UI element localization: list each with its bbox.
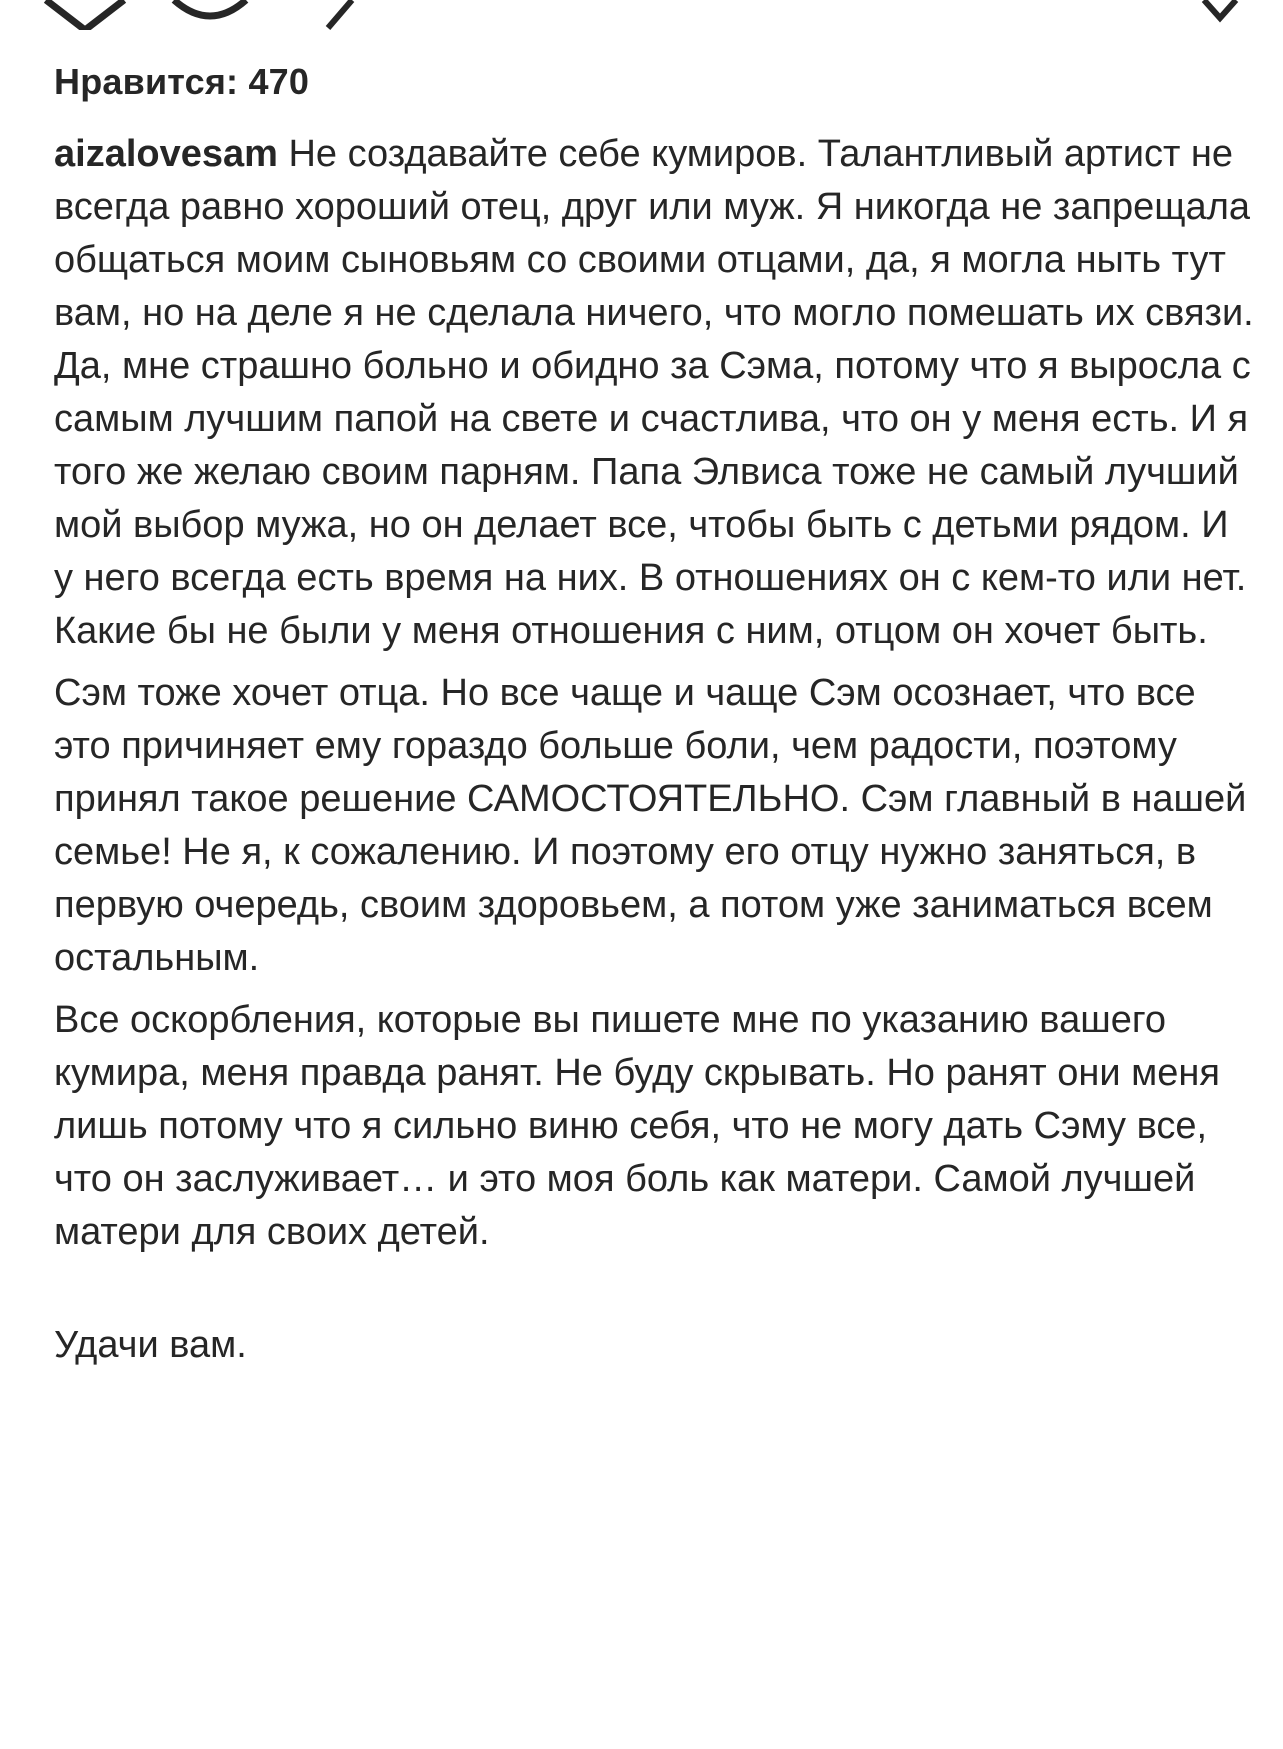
caption-farewell: Удачи вам. [54,1324,247,1366]
heart-icon[interactable] [40,0,130,30]
caption-paragraph-2: Сэм тоже хочет отца. Но все чаще и чаще Сэм осознает, что все это причиняет ему гораздо больше боли, чем радости, поэтому принял такое решение САМОСТОЯТЕЛЬНО. Сэм главный в нашей семье! Не я, к сожалению. И поэтому его отцу нужно заняться, в первую очередь, своим здоровьем, а потом уже заниматься всем остальным. [54,672,1247,979]
bookmark-icon[interactable] [1200,0,1240,30]
comment-icon[interactable] [170,0,250,30]
likes-count[interactable]: Нравится: 470 [54,61,310,102]
caption-paragraph-1 [54,128,1254,658]
share-icon[interactable] [318,0,358,30]
caption-text-1: Не создавайте себе кумиров. Талантливый артист не всегда равно хороший отец, друг или муж. Я никогда не запрещала общаться моим сыновьям со своими отцами, да, я могла ныть тут вам, но на деле я не сделала ничего, что могло помешать их связи. Да, мне страшно больно и обидно за Сэма, потому что я выросла с самым лучшим папой на свете и счастлива, что он у меня есть. И я того же желаю своим парням. Папа Элвиса тоже не самый лучший мой выбор мужа, но он делает все, чтобы быть с детьми рядом. И у него всегда есть время на них. В отношениях он с кем-то или нет. Какие бы не были у меня отношения с ним, отцом он хочет быть. [54,133,1254,652]
caption [54,128,1254,1372]
username-link[interactable]: aizalovesam [54,133,278,175]
post-caption-section [54,58,1254,1372]
action-bar [0,0,1283,30]
caption-paragraph-3: Все оскорбления, которые вы пишете мне по указанию вашего кумира, меня правда ранят. Не буду скрывать. Но ранят они меня лишь потому что я сильно виню себя, что не могу дать Сэму все, что он заслуживает… и это моя боль как матери. Самой лучшей матери для своих детей. [54,999,1220,1253]
